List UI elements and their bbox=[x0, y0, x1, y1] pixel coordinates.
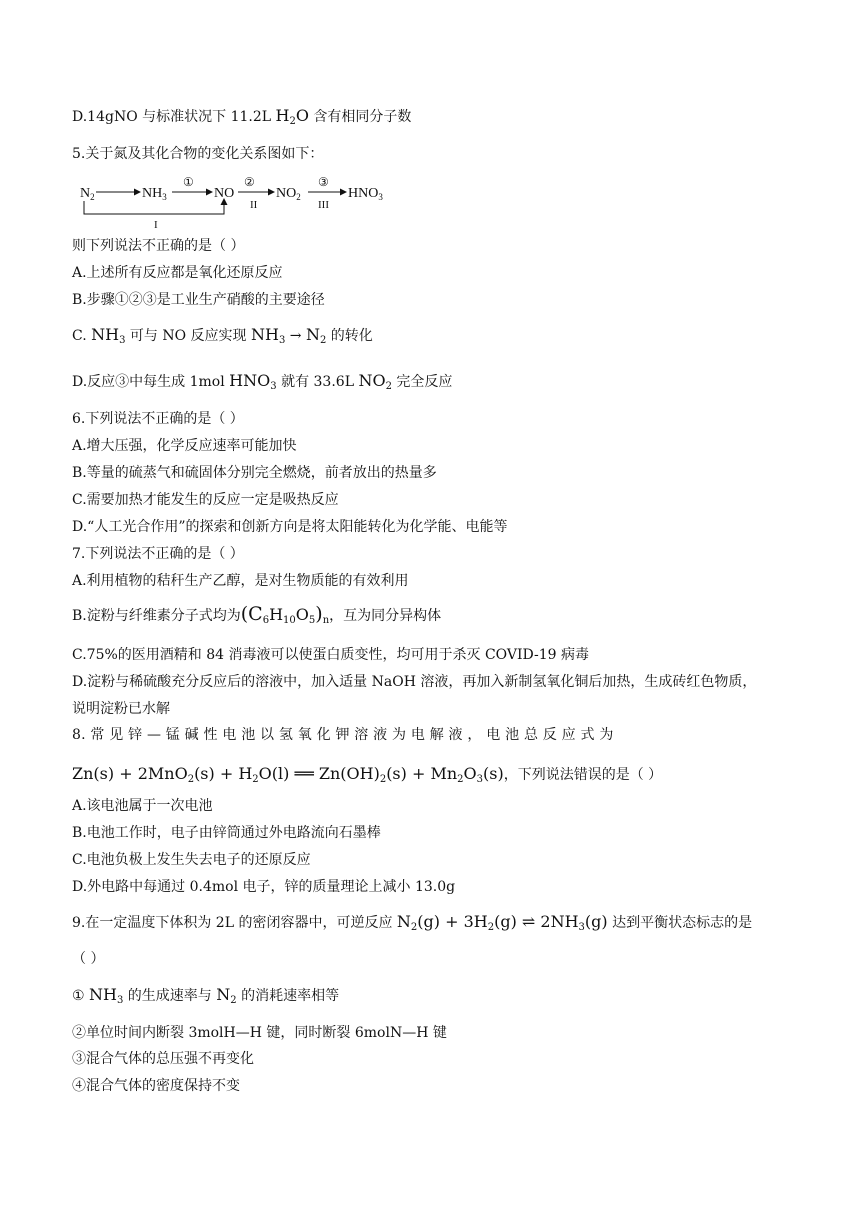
formula: (g) bbox=[584, 912, 608, 931]
formula: (g) ⇌ 2NH bbox=[494, 912, 579, 931]
q8-option-d: D.外电路中每通过 0.4mol 电子，锌的质量理论上减小 13.0g bbox=[72, 879, 456, 895]
q8-option-b: B.电池工作时，电子由锌筒通过外电路流向石墨棒 bbox=[72, 825, 381, 841]
text: ，下列说法错误的是（ ） bbox=[503, 767, 663, 783]
formula: NH bbox=[250, 325, 279, 344]
roman-1-label: I bbox=[154, 219, 158, 230]
formula: N bbox=[216, 985, 231, 1004]
subscript: 2 bbox=[457, 774, 464, 785]
formula: N bbox=[396, 912, 411, 931]
subscript: 3 bbox=[578, 922, 585, 933]
nitrogen-conversion-diagram bbox=[78, 170, 408, 230]
subscript: 5 bbox=[308, 615, 316, 626]
q9-item-2: ②单位时间内断裂 3molH—H 键，同时断裂 6molN—H 键 bbox=[72, 1025, 447, 1041]
formula: H bbox=[275, 106, 290, 125]
n2-label: $N_2$ bbox=[80, 186, 95, 202]
q5-option-a: A.上述所有反应都是氧化还原反应 bbox=[72, 265, 283, 281]
subscript: 2 bbox=[187, 774, 195, 785]
subscript: 2 bbox=[410, 922, 418, 933]
q7-option-a: A.利用植物的秸秆生产乙醇，是对生物质能的有效利用 bbox=[72, 573, 409, 589]
formula: ) bbox=[315, 603, 323, 625]
q5-option-d bbox=[72, 372, 452, 396]
formula: O(l) ══ Zn(OH) bbox=[258, 764, 380, 783]
formula: HNO bbox=[229, 371, 271, 390]
formula: O bbox=[295, 106, 309, 125]
subscript: 2 bbox=[230, 995, 237, 1006]
text: D.14gNO 与标准状况下 11.2L bbox=[72, 109, 276, 125]
text: 的转化 bbox=[326, 328, 373, 344]
text: ① bbox=[72, 988, 90, 1004]
step-2-label: ② bbox=[244, 175, 255, 189]
nh3-label: $NH_3$ bbox=[142, 186, 167, 202]
q6-option-a: A.增大压强，化学反应速率可能加快 bbox=[72, 438, 297, 454]
formula: (g) + 3H bbox=[417, 912, 488, 931]
arrow: → bbox=[285, 328, 306, 344]
q8-stem-line1: 8. 常 见 锌 — 锰 碱 性 电 池 以 氢 氧 化 钾 溶 液 为 电 解 液 ， 电 池 总 反 应 式 为 bbox=[72, 727, 614, 743]
roman-3-label: III bbox=[318, 199, 329, 211]
q8-option-a: A.该电池属于一次电池 bbox=[72, 798, 213, 814]
formula: NH bbox=[89, 985, 117, 1004]
text: 就有 33.6L bbox=[276, 374, 359, 390]
subscript: 3 bbox=[270, 381, 277, 392]
q7-option-b bbox=[72, 605, 441, 630]
formula: Zn(s) + 2MnO bbox=[72, 764, 188, 783]
step-3-label: ③ bbox=[318, 175, 329, 189]
q7-stem: 7.下列说法不正确的是（ ） bbox=[72, 546, 244, 562]
subscript: 2 bbox=[252, 774, 259, 785]
formula: NH bbox=[91, 325, 120, 344]
step-1-label: ① bbox=[183, 175, 194, 189]
formula: O bbox=[295, 605, 309, 624]
q6-option-d: D.“人工光合作用”的探索和创新方向是将太阳能转化为化学能、电能等 bbox=[72, 519, 508, 535]
subscript: 3 bbox=[119, 335, 126, 346]
q9-item-3: ③混合气体的总压强不再变化 bbox=[72, 1051, 254, 1067]
subscript: n bbox=[322, 615, 330, 626]
subscript: 2 bbox=[385, 381, 392, 392]
q5-option-b: B.步骤①②③是工业生产硝酸的主要途径 bbox=[72, 292, 325, 308]
formula: (s) bbox=[483, 764, 504, 783]
q9-stem-line1 bbox=[72, 913, 752, 937]
q5-stem: 则下列说法不正确的是（ ） bbox=[72, 238, 245, 254]
q7-option-c: C.75%的医用酒精和 84 消毒液可以使蛋白质变性，均可用于杀灭 COVID-19 病毒 bbox=[72, 647, 590, 663]
formula: NO bbox=[358, 371, 386, 390]
q6-option-c: C.需要加热才能发生的反应一定是吸热反应 bbox=[72, 492, 339, 508]
subscript: 6 bbox=[262, 615, 270, 626]
formula: O bbox=[463, 764, 477, 783]
subscript: 2 bbox=[379, 774, 387, 785]
subscript: 2 bbox=[289, 116, 296, 127]
subscript: 3 bbox=[476, 774, 484, 785]
formula: H bbox=[269, 605, 284, 624]
roman-2-label: II bbox=[250, 199, 258, 211]
q6-stem: 6.下列说法不正确的是（ ） bbox=[72, 411, 244, 427]
text: D.反应③中每生成 1mol bbox=[72, 374, 230, 390]
subscript: 10 bbox=[283, 615, 296, 626]
arrow-n2-no bbox=[84, 199, 224, 214]
hno3-label: $HNO_3$ bbox=[348, 186, 383, 202]
text: B.淀粉与纤维素分子式均为 bbox=[72, 608, 241, 624]
q8-option-c: C.电池负极上发生失去电子的还原反应 bbox=[72, 852, 311, 868]
formula: (s) + H bbox=[194, 764, 253, 783]
text: C. bbox=[72, 328, 92, 344]
text: 达到平衡状态标志的是 bbox=[607, 915, 753, 931]
q9-stem-line2: （ ） bbox=[72, 951, 105, 967]
no-label: NO bbox=[214, 186, 235, 201]
text: 的消耗速率相等 bbox=[236, 988, 340, 1004]
subscript: 3 bbox=[116, 995, 124, 1006]
formula: (C bbox=[240, 603, 263, 625]
q4-option-d bbox=[72, 107, 411, 131]
q6-option-b: B.等量的硫蒸气和硫固体分别完全燃烧，前者放出的热量多 bbox=[72, 465, 437, 481]
text: 含有相同分子数 bbox=[308, 109, 412, 125]
formula: N bbox=[305, 325, 320, 344]
q5-title: 5.关于氮及其化合物的变化关系图如下： bbox=[72, 146, 324, 162]
text: 完全反应 bbox=[391, 374, 453, 390]
subscript: 2 bbox=[487, 922, 495, 933]
q9-item-1 bbox=[72, 986, 339, 1010]
q7-option-d-line2: 说明淀粉已水解 bbox=[72, 701, 170, 717]
text: 可与 NO 反应实现 bbox=[125, 328, 251, 344]
subscript: 2 bbox=[319, 335, 327, 346]
q5-option-c bbox=[72, 326, 373, 350]
q7-option-d-line1: D.淀粉与稀硫酸充分反应后的溶液中，加入适量 NaOH 溶液，再加入新制氢氧化铜后加热，生成砖红色物质， bbox=[72, 674, 757, 690]
formula: (s) + Mn bbox=[386, 764, 458, 783]
q8-equation bbox=[72, 765, 662, 789]
text: 的生成速率与 bbox=[123, 988, 217, 1004]
q9-item-4: ④混合气体的密度保持不变 bbox=[72, 1078, 240, 1094]
no2-label: $NO_2$ bbox=[276, 186, 301, 202]
subscript: 3 bbox=[278, 335, 286, 346]
text: 9.在一定温度下体积为 2L 的密闭容器中，可逆反应 bbox=[72, 915, 397, 931]
text: ，互为同分异构体 bbox=[329, 608, 442, 624]
